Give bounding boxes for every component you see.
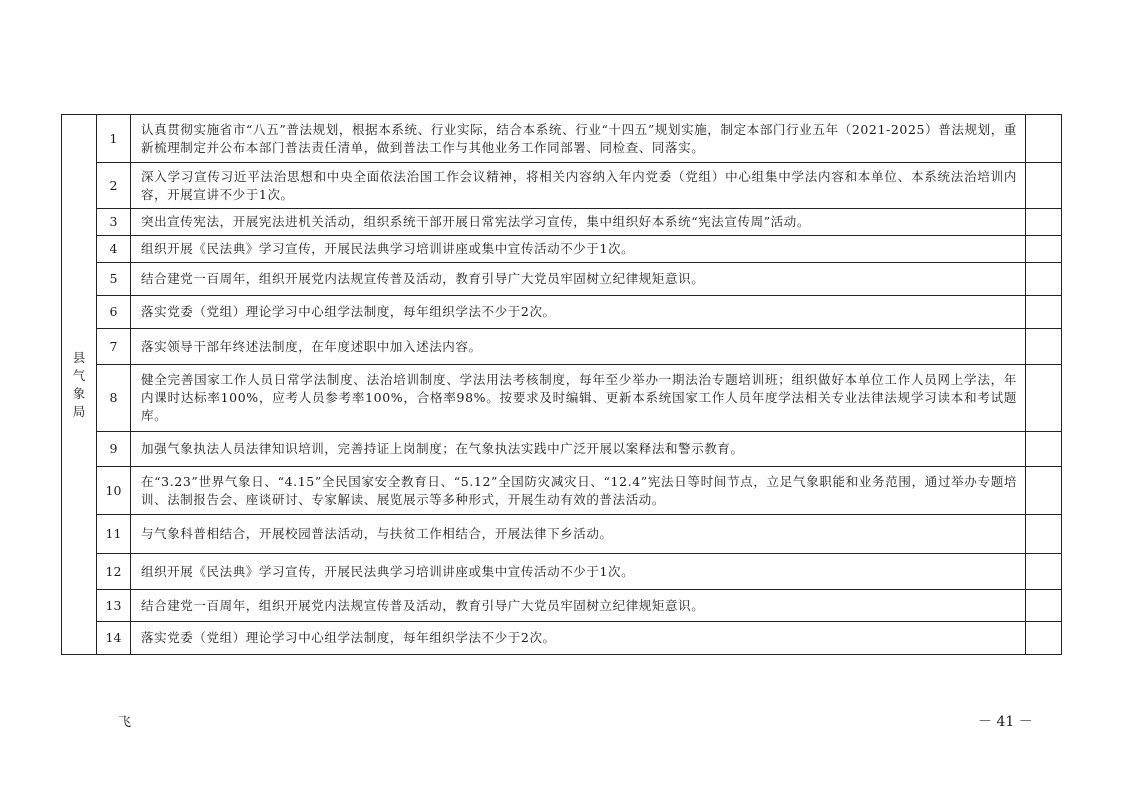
table-row (62, 467, 1062, 515)
footer-mark: 飞 (118, 715, 132, 730)
table-row (62, 622, 1062, 655)
remark-cell (1026, 365, 1062, 432)
department-name: 县气象局 (72, 349, 86, 419)
remark-cell (1026, 236, 1062, 263)
row-content: 健全完善国家工作人员日常学法制度、法治培训制度、学法用法考核制度，每年至少举办一期法治专题培训班；组织做好本单位工作人员网上学法，年内课时达标率100%，应考人员参考率100%，合格率98%。按要求及时编辑、更新本系统国家工作人员年度学法相关专业法律法规学习读本和考试题库。 (131, 365, 1026, 432)
row-content: 组织开展《民法典》学习宣传，开展民法典学习培训讲座或集中宣传活动不少于1次。 (131, 236, 1026, 263)
remark-cell (1026, 263, 1062, 296)
row-number: 13 (97, 590, 131, 622)
row-number: 7 (97, 329, 131, 365)
row-number: 1 (97, 115, 131, 163)
table-row (62, 515, 1062, 554)
table-row (62, 590, 1062, 622)
row-content: 与气象科普相结合，开展校园普法活动，与扶贫工作相结合，开展法律下乡活动。 (131, 515, 1026, 554)
remark-cell (1026, 467, 1062, 515)
row-content: 认真贯彻实施省市“八五”普法规划，根据本系统、行业实际，结合本系统、行业“十四五”规划实施，制定本部门行业五年（2021-2025）普法规划，重新梳理制定并公布本部门普法责任清单，做到普法工作与其他业务工作同部署、同检查、同落实。 (131, 115, 1026, 163)
department-cell (62, 115, 97, 655)
remark-cell (1026, 296, 1062, 329)
row-content: 深入学习宣传习近平法治思想和中央全面依法治国工作会议精神，将相关内容纳入年内党委（党组）中心组集中学法内容和本单位、本系统法治培训内容，开展宣讲不少于1次。 (131, 163, 1026, 209)
table-row (62, 263, 1062, 296)
row-content: 加强气象执法人员法律知识培训，完善持证上岗制度；在气象执法实践中广泛开展以案释法和警示教育。 (131, 432, 1026, 467)
remark-cell (1026, 554, 1062, 590)
row-content: 在“3.23”世界气象日、“4.15”全民国家安全教育日、“5.12”全国防灾减灾日、“12.4”宪法日等时间节点，立足气象职能和业务范围，通过举办专题培训、法制报告会、座谈研讨、专家解读、展览展示等多种形式，开展生动有效的普法活动。 (131, 467, 1026, 515)
row-number: 2 (97, 163, 131, 209)
remark-cell (1026, 515, 1062, 554)
remark-cell (1026, 209, 1062, 236)
row-number: 8 (97, 365, 131, 432)
row-number: 10 (97, 467, 131, 515)
table-row (62, 209, 1062, 236)
row-number: 6 (97, 296, 131, 329)
table-row (62, 236, 1062, 263)
remark-cell (1026, 163, 1062, 209)
row-content: 落实党委（党组）理论学习中心组学法制度，每年组织学法不少于2次。 (131, 622, 1026, 655)
row-content: 组织开展《民法典》学习宣传，开展民法典学习培训讲座或集中宣传活动不少于1次。 (131, 554, 1026, 590)
work-plan-table (61, 114, 1062, 655)
row-content: 突出宣传宪法，开展宪法进机关活动，组织系统干部开展日常宪法学习宣传，集中组织好本系统“宪法宣传周”活动。 (131, 209, 1026, 236)
table-row (62, 365, 1062, 432)
table-row (62, 163, 1062, 209)
table-row (62, 329, 1062, 365)
row-number: 3 (97, 209, 131, 236)
table-row (62, 115, 1062, 163)
row-number: 9 (97, 432, 131, 467)
row-number: 14 (97, 622, 131, 655)
remark-cell (1026, 622, 1062, 655)
table-body (62, 115, 1062, 655)
row-content: 落实党委（党组）理论学习中心组学法制度，每年组织学法不少于2次。 (131, 296, 1026, 329)
remark-cell (1026, 115, 1062, 163)
table-row (62, 296, 1062, 329)
table-row (62, 432, 1062, 467)
row-number: 4 (97, 236, 131, 263)
remark-cell (1026, 590, 1062, 622)
page-number: － 41 － (978, 714, 1033, 730)
row-number: 12 (97, 554, 131, 590)
table-row (62, 554, 1062, 590)
row-content: 结合建党一百周年，组织开展党内法规宣传普及活动，教育引导广大党员牢固树立纪律规矩意识。 (131, 590, 1026, 622)
remark-cell (1026, 329, 1062, 365)
row-content: 落实领导干部年终述法制度，在年度述职中加入述法内容。 (131, 329, 1026, 365)
row-number: 5 (97, 263, 131, 296)
row-number: 11 (97, 515, 131, 554)
remark-cell (1026, 432, 1062, 467)
row-content: 结合建党一百周年，组织开展党内法规宣传普及活动，教育引导广大党员牢固树立纪律规矩意识。 (131, 263, 1026, 296)
